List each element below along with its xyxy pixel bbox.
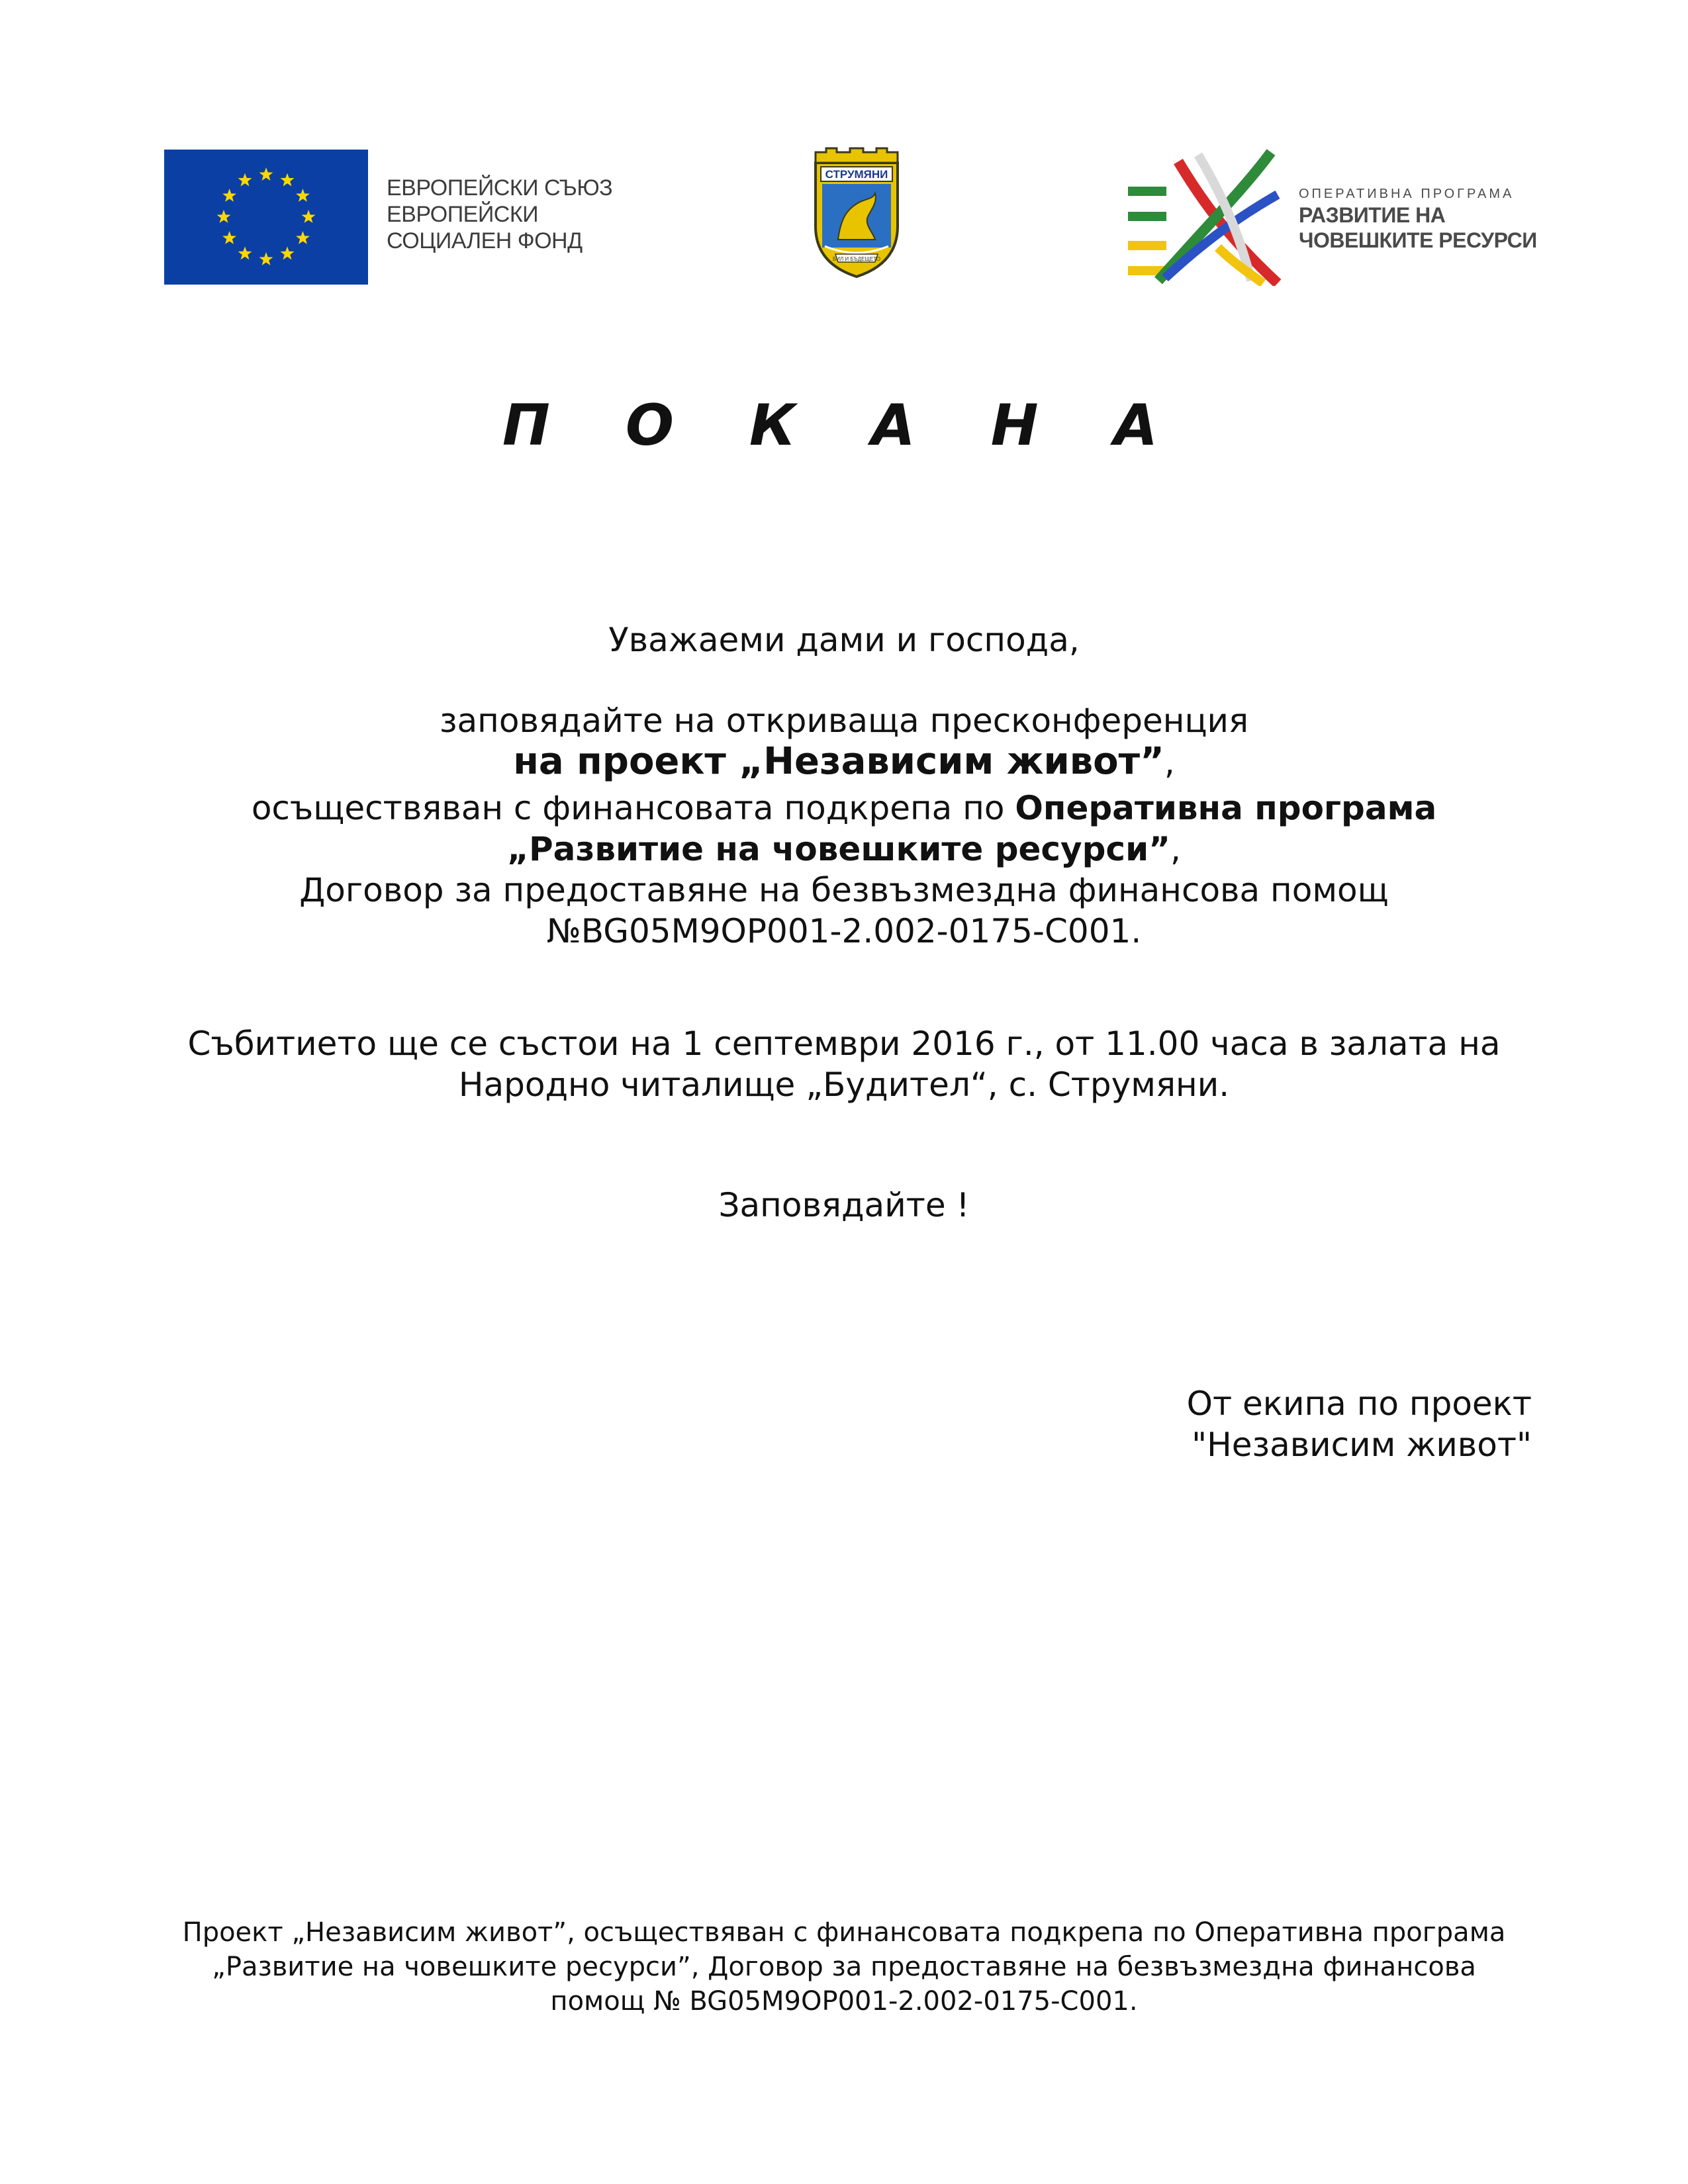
contract-line: Договор за предоставяне на безвъзмездна финансова помощ	[299, 871, 1389, 909]
oprr-title-line: РАЗВИТИЕ НА	[1299, 203, 1446, 227]
eu-flag-icon	[164, 150, 368, 285]
footer-line: помощ № BG05M9OP001-2.002-0175-C001.	[550, 1986, 1138, 2017]
strumyani-crest-icon	[812, 147, 902, 279]
invitation-title: П О К А Н А	[502, 392, 1186, 459]
project-comma: ,	[1164, 743, 1175, 782]
event-line: Събитието ще се състои на 1 септември 2016 г., от 11.00 часа в залата на	[187, 1024, 1501, 1063]
oprr-title-line: ЧОВЕШКИТЕ РЕСУРСИ	[1299, 228, 1537, 252]
footer-line: Проект „Независим живот”, осъществяван с финансовата подкрепа по Оперативна програма	[182, 1917, 1506, 1948]
program-name: „Развитие на човешките ресурси”	[507, 830, 1170, 868]
greeting: Уважаеми дами и господа,	[608, 621, 1080, 659]
footer-line: „Развитие на човешките ресурси”, Договор за предоставяне на безвъзмездна финансова	[212, 1952, 1476, 1982]
program-comma: ,	[1170, 830, 1181, 868]
project-name: на проект „Независим живот”	[513, 740, 1164, 783]
oprr-small-caption: ОПЕРАТИВНА ПРОГРАМА	[1299, 187, 1515, 201]
crest-motto: БИЛ И БЪДЕЩЕТО	[832, 256, 881, 262]
signature-line: От екипа по проект	[1186, 1385, 1532, 1423]
financing-prefix: осъществяван с финансовата подкрепа по	[251, 789, 1015, 827]
program-line	[0, 829, 1688, 870]
financing-program: Оперативна програма	[1015, 789, 1437, 827]
eu-logo-line: ЕВРОПЕЙСКИ	[387, 202, 539, 227]
crest-label: СТРУМЯНИ	[825, 168, 888, 181]
eu-logo-line: ЕВРОПЕЙСКИ СЪЮЗ	[387, 175, 613, 201]
eu-logo-line: СОЦИАЛЕН ФОНД	[387, 228, 583, 253]
eu-logo-text	[387, 175, 651, 254]
welcome-text: Заповядайте !	[718, 1186, 970, 1224]
contract-number: №BG05M9OP001-2.002-0175-C001.	[546, 912, 1142, 950]
oprr-logo-text	[1299, 185, 1603, 253]
financing-line	[0, 788, 1688, 829]
event-line: Народно читалище „Будител“, с. Струмяни.	[458, 1066, 1230, 1104]
signature-line: "Независим живот"	[1192, 1426, 1532, 1464]
invite-line: заповядайте на откриваща пресконференция	[439, 702, 1249, 740]
signature-block	[1112, 1383, 1532, 1465]
oprr-ribbon-icon	[1119, 148, 1299, 286]
project-line	[0, 741, 1688, 783]
